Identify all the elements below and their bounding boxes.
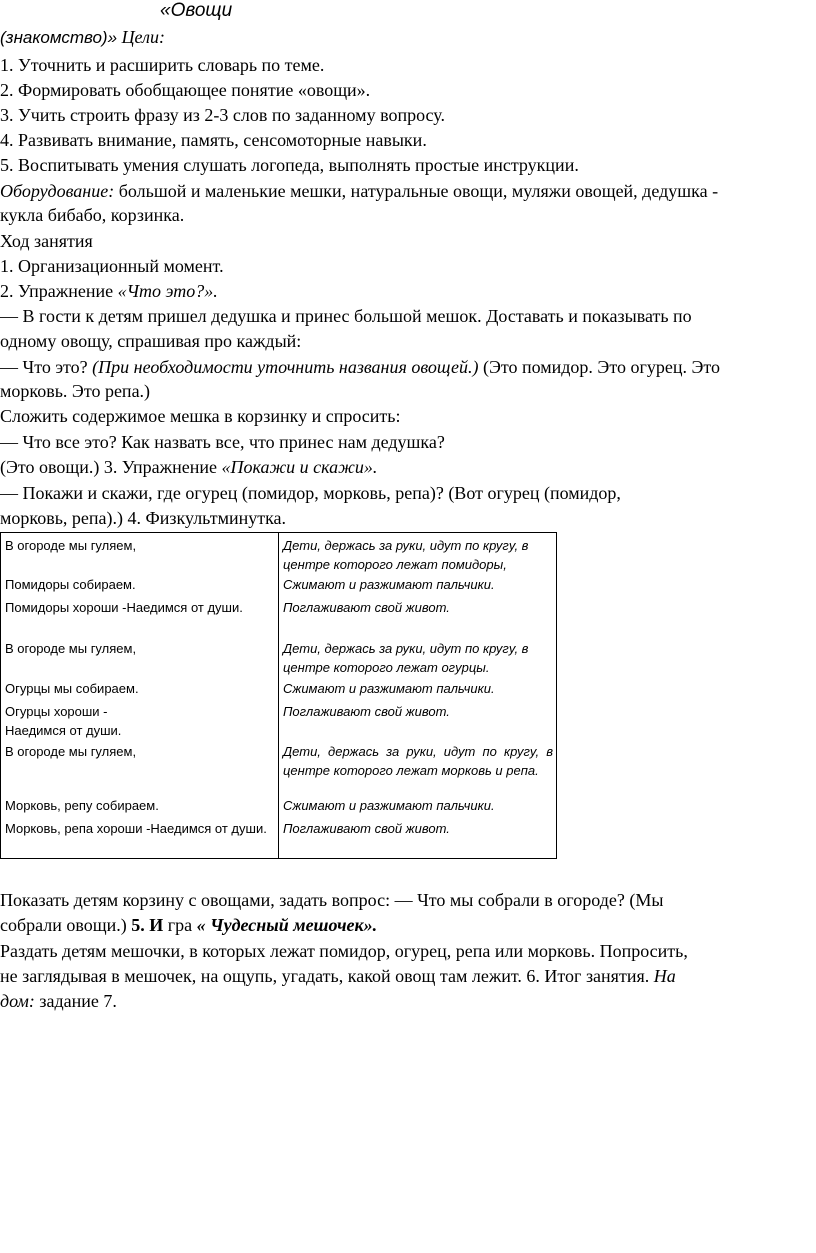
homework-label-part: На xyxy=(653,966,676,986)
goal-item: 2. Формировать обобщающее понятие «овощи». xyxy=(0,80,371,100)
physical-exercise-table xyxy=(0,532,557,859)
paragraph-line: — В гости к детям пришел дедушка и принес большой мешок. Доставать и показывать по xyxy=(0,306,692,326)
table-cell-action: Дети, держась за руки, идут по кругу, в центре которого лежат морковь и репа. xyxy=(283,744,553,778)
table-cell-action: Дети, держась за руки, идут по кругу, в центре которого лежат огурцы. xyxy=(283,641,529,675)
step-2 xyxy=(0,280,218,302)
table-cell-verse: В огороде мы гуляем, xyxy=(5,538,137,553)
homework-text: задание 7. xyxy=(34,991,117,1011)
title-subtitle: (знакомство)» xyxy=(0,28,118,47)
title-line-1: «Овощи xyxy=(160,0,233,21)
table-cell-verse: Морковь, репа хороши -Наедимся от души. xyxy=(5,821,267,836)
paragraph-line: морковь, репа).) 4. Физкультминутка. xyxy=(0,508,287,528)
table-cell-action: Сжимают и разжимают пальчики. xyxy=(283,798,495,813)
table-cell-verse: Огурцы мы собираем. xyxy=(5,681,139,696)
question-text: — Что это? xyxy=(0,357,93,377)
step-5-line xyxy=(0,914,377,936)
step-2-prefix: 2. Упражнение xyxy=(0,281,118,301)
paragraph-line: Раздать детям мешочки, в которых лежат помидор, огурец, репа или морковь. Попросить, xyxy=(0,941,688,961)
paragraph-line xyxy=(0,990,117,1012)
homework-label-part: дом: xyxy=(0,991,35,1011)
goal-item: 4. Развивать внимание, память, сенсомоторные навыки. xyxy=(0,130,427,150)
table-cell-verse: Помидоры собираем. xyxy=(5,577,136,592)
step-6-text: не заглядывая в мешочек, на ощупь, угадать, какой овощ там лежит. 6. Итог занятия. xyxy=(0,966,654,986)
goal-item: 3. Учить строить фразу из 2-3 слов по заданному вопросу. xyxy=(0,105,445,125)
table-cell-action: Дети, держась за руки, идут по кругу, в центре которого лежат помидоры, xyxy=(283,538,529,572)
paragraph-line xyxy=(0,356,720,378)
step-3-prefix: (Это овощи.) 3. Упражнение xyxy=(0,457,222,477)
step-5-prefix: собрали овощи.) xyxy=(0,915,132,935)
paragraph-line: Сложить содержимое мешка в корзинку и спросить: xyxy=(0,406,401,426)
goal-item: 5. Воспитывать умения слушать логопеда, выполнять простые инструкции. xyxy=(0,155,579,175)
equipment-line-1 xyxy=(0,180,718,202)
paragraph-line: Показать детям корзину с овощами, задать вопрос: — Что мы собрали в огороде? (Мы xyxy=(0,890,664,910)
table-cell-action: Сжимают и разжимают пальчики. xyxy=(283,577,495,592)
table-cell-action: Поглаживают свой живот. xyxy=(283,704,450,719)
step-5-game-name: « Чудесный мешочек». xyxy=(196,915,378,935)
table-column-divider xyxy=(278,533,279,858)
paragraph-line xyxy=(0,456,377,478)
table-cell-verse: В огороде мы гуляем, xyxy=(5,641,137,656)
table-cell-verse: Помидоры хороши -Наедимся от души. xyxy=(5,600,243,615)
title-line-2 xyxy=(0,26,165,49)
table-cell-action: Поглаживают свой живот. xyxy=(283,821,450,836)
step-3-name: «Покажи и скажи». xyxy=(221,457,378,477)
table-cell-action: Сжимают и разжимают пальчики. xyxy=(283,681,495,696)
step-5-mid: гра xyxy=(163,915,197,935)
step-5-number: 5. И xyxy=(131,915,164,935)
paragraph-line: морковь. Это репа.) xyxy=(0,381,151,401)
table-cell-verse: Огурцы хороши - Наедимся от души. xyxy=(5,704,122,738)
paragraph-line xyxy=(0,965,676,987)
equipment-line-2: кукла бибабо, корзинка. xyxy=(0,205,185,225)
answer-text: (Это помидор. Это огурец. Это xyxy=(478,357,720,377)
note-italic: (При необходимости уточнить названия овощей.) xyxy=(92,357,479,377)
paragraph-line: — Покажи и скажи, где огурец (помидор, морковь, репа)? (Вот огурец (помидор, xyxy=(0,483,621,503)
course-title: Ход занятия xyxy=(0,231,93,251)
goal-item: 1. Уточнить и расширить словарь по теме. xyxy=(0,55,325,75)
table-cell-action: Поглаживают свой живот. xyxy=(283,600,450,615)
table-cell-verse: В огороде мы гуляем, xyxy=(5,744,137,759)
equipment-label: Оборудование: xyxy=(0,181,115,201)
step-1: 1. Организационный момент. xyxy=(0,256,224,276)
equipment-text: большой и маленькие мешки, натуральные овощи, муляжи овощей, дедушка - xyxy=(114,181,719,201)
paragraph-line: одному овощу, спрашивая про каждый: xyxy=(0,331,302,351)
step-2-name: «Что это?». xyxy=(117,281,218,301)
paragraph-line: — Что все это? Как назвать все, что принес нам дедушка? xyxy=(0,432,445,452)
goals-label: Цели: xyxy=(121,27,165,47)
table-cell-verse: Морковь, репу собираем. xyxy=(5,798,159,813)
